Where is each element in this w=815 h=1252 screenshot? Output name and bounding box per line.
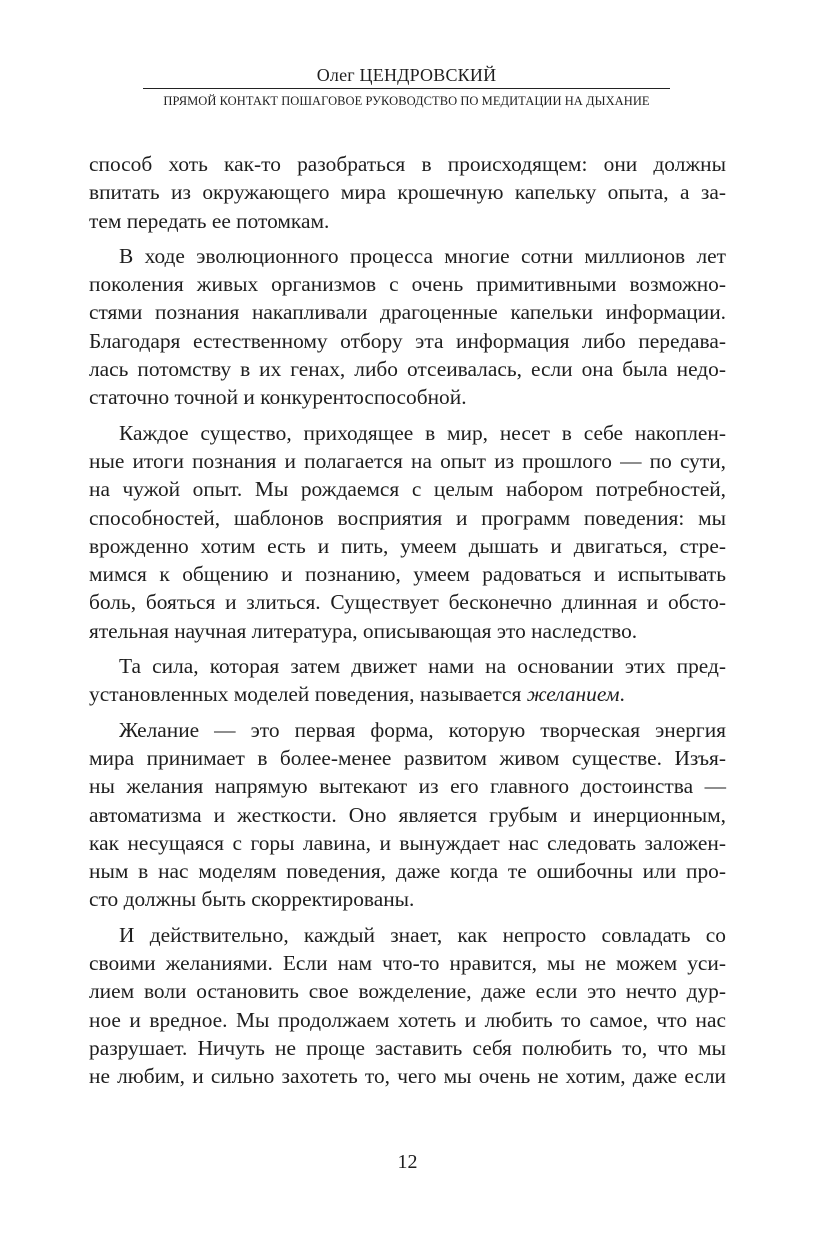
text-line: И действительно, каждый знает, как непросто совладать со bbox=[119, 922, 726, 947]
text-line: сто должны быть скорректированы. bbox=[89, 887, 415, 912]
paragraph-6 bbox=[89, 921, 726, 1091]
text-line: ны желания напрямую вытекают из его главного достоинства — bbox=[89, 774, 726, 799]
body-text bbox=[89, 150, 726, 1091]
text-line: боль, бояться и злиться. Существует бесконечно длинная и обсто- bbox=[89, 590, 726, 615]
text-line: мимся к общению и познанию, умеем радоваться и испытывать bbox=[89, 562, 726, 587]
text-fragment: . bbox=[619, 682, 625, 707]
text-line: ное и вредное. Мы продолжаем хотеть и любить то самое, что нас bbox=[89, 1007, 726, 1032]
paragraph-1 bbox=[89, 150, 726, 235]
text-line: своими желаниями. Если нам что-то нравится, мы не можем уси- bbox=[89, 951, 726, 976]
text-line: автоматизма и жесткости. Оно является грубым и инерционным, bbox=[89, 802, 726, 827]
text-line: лась потомству в их генах, либо отсеивалась, если она была недо- bbox=[89, 357, 726, 382]
author-name: Олег ЦЕНДРОВСКИЙ bbox=[316, 65, 497, 85]
text-line bbox=[89, 680, 726, 708]
text-fragment: установленных моделей поведения, называется bbox=[89, 682, 527, 707]
paragraph-3 bbox=[89, 419, 726, 645]
text-line: не любим, и сильно захотеть то, чего мы очень не хотим, даже если bbox=[89, 1064, 726, 1089]
text-line: Благодаря естественному отбору эта информация либо передава- bbox=[89, 328, 726, 353]
text-line: впитать из окружающего мира крошечную капельку опыта, а за- bbox=[89, 180, 726, 205]
text-line: ятельная научная литература, описывающая это наследство. bbox=[89, 618, 638, 643]
header-rule bbox=[143, 88, 670, 89]
text-line: Та сила, которая затем движет нами на основании этих пред- bbox=[119, 654, 726, 679]
text-line: Желание — это первая форма, которую творческая энергия bbox=[119, 717, 726, 742]
text-line: способностей, шаблонов восприятия и программ поведения: мы bbox=[89, 505, 726, 530]
text-line: поколения живых организмов с очень примитивными возможно- bbox=[89, 272, 726, 297]
paragraph-2 bbox=[89, 242, 726, 412]
text-line: Каждое существо, приходящее в мир, несет в себе накоплен- bbox=[119, 420, 726, 445]
text-line: разрушает. Ничуть не проще заставить себя полюбить то, что мы bbox=[89, 1035, 726, 1060]
text-line: как несущаяся с горы лавина, и вынуждает нас следовать заложен- bbox=[89, 830, 726, 855]
text-line: врожденно хотим есть и пить, умеем дышать и двигаться, стре- bbox=[89, 533, 726, 558]
text-line: способ хоть как-то разобраться в происходящем: они должны bbox=[89, 152, 726, 176]
book-title: ПРЯМОЙ КОНТАКТ ПОШАГОВОЕ РУКОВОДСТВО ПО МЕДИТАЦИИ НА ДЫХАНИЕ bbox=[163, 94, 650, 108]
text-line: мира принимает в более-менее развитом живом существе. Изъя- bbox=[89, 745, 726, 770]
text-line: стями познания накапливали драгоценные капельки информации. bbox=[89, 300, 726, 325]
text-line: тем передать ее потомкам. bbox=[89, 208, 330, 233]
text-line: на чужой опыт. Мы рождаемся с целым набором потребностей, bbox=[89, 477, 726, 502]
running-header bbox=[143, 64, 670, 109]
text-line: ные итоги познания и полагается на опыт из прошлого — по сути, bbox=[89, 448, 726, 473]
paragraph-5 bbox=[89, 716, 726, 914]
text-line: лием воли остановить свое вожделение, даже если это нечто дур- bbox=[89, 979, 726, 1004]
emphasized-term: желанием bbox=[526, 682, 620, 707]
text-line: ным в нас моделям поведения, даже когда те ошибочны или про- bbox=[89, 859, 726, 884]
text-line: В ходе эволюционного процесса многие сотни миллионов лет bbox=[119, 243, 726, 268]
text-line: статочно точной и конкурентоспособной. bbox=[89, 385, 467, 410]
paragraph-4 bbox=[89, 652, 726, 709]
page-number: 12 bbox=[397, 1151, 418, 1173]
